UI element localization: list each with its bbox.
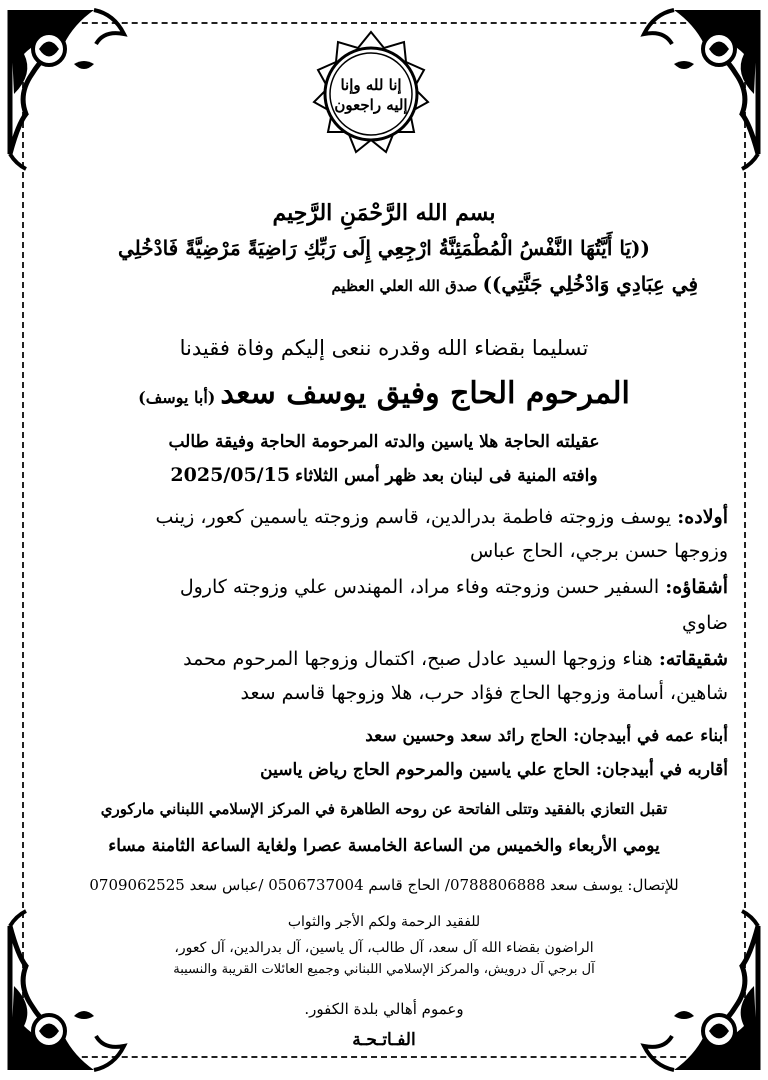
announcement: تسليما بقضاء الله وقدره ننعى إليكم وفاة فقيدنا [179,336,589,360]
cousins-line: أبناء عمه في أبيدجان: الحاج رائد سعد وحسين سعد [365,726,728,746]
brothers-line-1 [180,576,728,598]
death-line: وافته المنية فى لبنان بعد ظهر أمس الثلاثاء [295,466,598,486]
brothers-text-1: السفير حسن وزوجته وفاء مراد، المهندس علي وزوجته كارول [179,576,666,598]
ornament-top-left-icon [4,4,134,174]
basmala: بسم الله الرَّحْمَنِ الرَّحِيم [272,200,496,226]
death-date: 2025/05/15 [170,464,291,486]
mourners-line-1: الراضون بقضاء الله آل سعد، آل طالب، آل ياسين، آل بدرالدين، آل كعور، [174,940,594,956]
children-label: أولاده: [677,506,728,528]
sisters-label: شقيقاته: [658,648,728,670]
svg-text:إنا لله وإنا: إنا لله وإنا [340,76,402,94]
svg-text:إليه راجعون: إليه راجعون [334,96,408,114]
ornament-bottom-right-icon [634,906,764,1076]
condolence-line-1: تقبل التعازي بالفقيد وتتلى الفاتحة عن روحه الطاهرة في المركز الإسلامي اللبناني ماركوري [100,800,668,818]
verse-line-2-wrap [331,272,698,296]
relatives-line: أقاربه في أبيدجان: الحاج علي ياسين والمرحوم الحاج رياض ياسين [260,760,728,780]
brothers-line-2: ضاوي [682,612,728,634]
brothers-label: أشقاؤه: [665,576,728,598]
deceased-heading [40,376,728,411]
ornament-bottom-left-icon [4,906,134,1076]
mourners-line-2: آل برجي آل درويش، والمركز الإسلامي اللبناني وجميع العائلات القريبة والنسيبة [173,962,595,977]
mourners-line-3: وعموم أهالي بلدة الكفور. [304,1000,464,1018]
verse-line-2: فِي عِبَادِي وَادْخُلِي جَنَّتِي)) [482,272,698,296]
spouse-line: عقيلته الحاجة هلا ياسين والدته المرحومة الحاجة وفيقة طالب [168,432,600,452]
death-line-wrap [40,464,728,486]
contact-line: للإتصال: يوسف سعد 0788806888/ الحاج قاسم 0506737004 /عباس سعد 0709062525 [89,876,679,894]
verse-closing: صدق الله العلي العظيم [331,277,478,295]
children-line-2: وزوجها حسن برجي، الحاج عباس [469,540,728,562]
fatiha: الفـاتـحـة [352,1030,416,1050]
children-text-1: يوسف وزوجته فاطمة بدرالدين، قاسم وزوجته ياسمين كعور، زينب [155,506,678,528]
children-line-1 [156,506,729,528]
condolence-line-2: يومي الأربعاء والخميس من الساعة الخامسة عصرا ولغاية الساعة الثامنة مساء [108,836,660,856]
deceased-nickname: (أبا يوسف) [138,388,216,407]
verse-line-1: ((يَا أَيَّتُهَا النَّفْسُ الْمُطْمَئِنَّةُ ارْجِعِي إِلَى رَبِّكِ رَاضِيَةً مَرْضِيَّةً فَادْخُلِي [118,236,650,260]
ornament-top-right-icon [634,4,764,174]
deceased-name: المرحوم الحاج وفيق يوسف سعد [220,376,630,411]
sisters-line-2: شاهين، أسامة وزوجها الحاج فؤاد حرب، هلا وزوجها قاسم سعد [240,682,728,704]
sisters-text-1: هناء وزوجها السيد عادل صبح، اكتمال وزوجها المرحوم محمد [183,648,659,670]
sisters-line-1 [183,648,728,670]
mercy-line: للفقيد الرحمة ولكم الأجر والثواب [287,914,481,930]
calligraphy-seal-icon [306,30,436,160]
